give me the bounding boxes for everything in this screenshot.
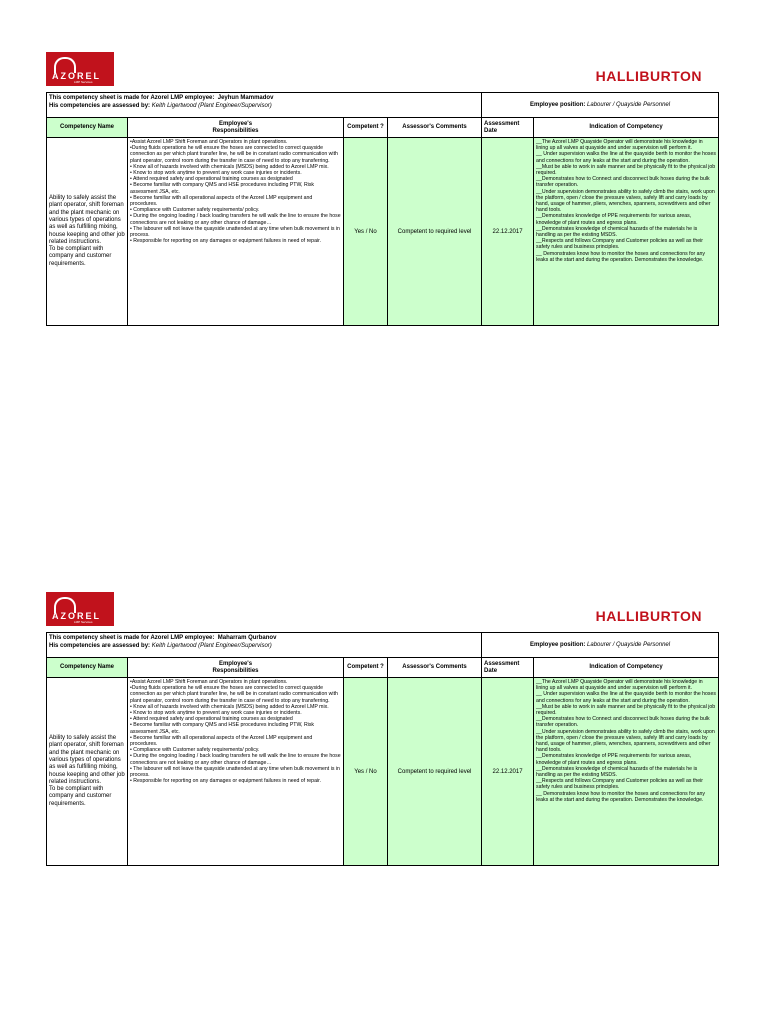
employee-name: Jeyhun Mammadov xyxy=(217,95,274,101)
assessment-date: 22.12.2017 xyxy=(482,678,534,866)
responsibility-item: • During the ongoing loading / back loading transfers he will walk the line to ensure the hose connections are not leaking or any other chance of damage… xyxy=(130,213,341,226)
position-label: Employee position: xyxy=(530,102,586,108)
competency-name: Ability to safely assist the plant operator, shift foreman and the plant mechanic on various types of operations as well as fulfilling mixing, house keeping and other job related instructions. To be compliant with company and customer requirements. xyxy=(47,678,128,866)
indication-item: __Demonstrates how to Connect and disconnect bulk hoses during the bulk transfer operation. xyxy=(536,176,710,189)
logo-text: AZOREL xyxy=(52,71,101,81)
intro-prefix: This competency sheet is made for Azorel LMP employee: xyxy=(49,95,215,101)
halliburton-logo: HALLIBURTON xyxy=(595,608,702,624)
header-date: Assessment Date xyxy=(482,118,534,138)
header-comments: Assessor's Comments xyxy=(388,658,482,678)
responsibility-item: • Compliance with Customer safety requirements/ policy. xyxy=(130,747,260,754)
indication-item: __Under supervision demonstrates ability to safely climb the stairs, work upon the platform, open / close the pressure valves, safely lift and carry loads by hand, usage of hammer, pliers, wrenches, spanners, screwdrivers and other hand tools. xyxy=(536,728,715,754)
employee-position xyxy=(482,93,719,118)
competency-sheet xyxy=(46,592,718,912)
indication-item: __Demonstrates knowledge of chemical hazards of the materials he is handling as per the existing MSDS. xyxy=(536,765,698,779)
responsibility-item: • Know to stop work anytime to prevent any work case injuries or incidents. xyxy=(130,170,302,177)
logo-tagline: LMP Services xyxy=(74,80,93,84)
employee-info xyxy=(47,93,482,118)
indication-item: __Demonstrates knowledge of PPE requirements for various areas, knowledge of plant routes and egress plans. xyxy=(536,753,692,766)
header-competent: Competent ? xyxy=(344,118,388,138)
responsibility-item: • Compliance with Customer safety requirements/ policy. xyxy=(130,207,260,214)
responsibilities-list xyxy=(128,678,344,866)
responsibility-item: • The labourer will not leave the quayside unattended at any time when bulk movement is in process. xyxy=(130,225,340,239)
indication-item: __The Azorel LMP Quayside Operator will demonstrate his knowledge in lining up all valves at quayside and under supervision will perform it. xyxy=(536,679,703,692)
assessment-date: 22.12.2017 xyxy=(482,138,534,326)
responsibility-item: • Responsible for reporting on any damages or equipment failures in need of repair. xyxy=(130,238,321,245)
assessed-prefix: His competencies are assessed by: xyxy=(49,103,151,109)
competency-table xyxy=(46,92,719,326)
intro-prefix: This competency sheet is made for Azorel LMP employee: xyxy=(49,635,215,641)
responsibility-item: •During fluids operations he will ensure the hoses are connected to correct quayside connection as per which plant transfer line, he will be in constant radio communication with plant operator, control room during the transfer in case of need to stop any transferring. xyxy=(130,145,338,164)
competency-sheet xyxy=(46,52,718,372)
responsibility-item: •Assist Azorel LMP Shift Foreman and Operators in plant operations. xyxy=(130,139,288,145)
responsibility-item: • Responsible for reporting on any damages or equipment failures in need of repair. xyxy=(130,778,321,785)
halliburton-logo: HALLIBURTON xyxy=(595,68,702,84)
competency-table xyxy=(46,632,719,866)
header-indication: Indication of Competency xyxy=(534,118,719,138)
responsibility-item: • The labourer will not leave the quayside unattended at any time when bulk movement is in process. xyxy=(130,765,340,779)
assessed-prefix: His competencies are assessed by: xyxy=(49,643,151,649)
assessor-comments: Competent to required level xyxy=(388,678,482,866)
indication-item: __ Under supervision walks the line at the quayside berth to monitor the hoses and connections for any leaks at the start and during the operation. xyxy=(536,691,716,704)
responsibility-item: • Attend required safety and operational training courses as designated xyxy=(130,176,293,183)
position-value: Labourer / Quayside Personnel xyxy=(587,642,671,648)
indication-list xyxy=(534,138,719,326)
indication-list xyxy=(534,678,719,866)
responsibility-item: • Know all of hazards involved with chemicals (MSDS) being added to Azorel LMP mix. xyxy=(130,703,329,710)
indication-item: __Respects and follows Company and Customer policies as well as their safety rules and business principles. xyxy=(536,778,703,791)
responsibility-item: • Become familiar with company QMS and HSE procedures including PTW, Risk assessment JSA, etc. xyxy=(130,722,315,735)
competency-name: Ability to safely assist the plant operator, shift foreman and the plant mechanic on various types of operations as well as fulfilling mixing, house keeping and other job related instructions. To be compliant with company and customer requirements. xyxy=(47,138,128,326)
competent-value: Yes / No xyxy=(344,678,388,866)
assessor-name: Keith Ligertwood (Plant Engineer/Supervisor) xyxy=(151,103,272,109)
indication-item: __Respects and follows Company and Customer policies as well as their safety rules and business principles. xyxy=(536,238,703,251)
indication-item: __Demonstrates knowledge of PPE requirements for various areas, knowledge of plant routes and egress plans. xyxy=(536,213,692,226)
indication-item: __Must be able to work in safe manner and be physically fit to the physical job required. xyxy=(536,703,716,717)
assessor-comments: Competent to required level xyxy=(388,138,482,326)
responsibility-item: • Attend required safety and operational training courses as designated xyxy=(130,716,293,723)
header-competency-name: Competency Name xyxy=(47,658,128,678)
employee-info xyxy=(47,633,482,658)
header-date: Assessment Date xyxy=(482,658,534,678)
indication-item: __The Azorel LMP Quayside Operator will demonstrate his knowledge in lining up all valves at quayside and under supervision will perform it. xyxy=(536,139,703,152)
responsibility-item: • Become familiar with all operational aspects of the Azorel LMP equipment and procedures. xyxy=(130,194,313,208)
responsibility-item: • Become familiar with company QMS and HSE procedures including PTW, Risk assessment JSA, etc. xyxy=(130,182,315,195)
position-label: Employee position: xyxy=(530,642,586,648)
header-comments: Assessor's Comments xyxy=(388,118,482,138)
responsibility-item: •During fluids operations he will ensure the hoses are connected to correct quayside connection as per which plant transfer line, he will be in constant radio communication with plant operator, control room during the transfer in case of need to stop any transferring. xyxy=(130,685,338,704)
indication-item: __ Under supervision walks the line at the quayside berth to monitor the hoses and connections for any leaks at the start and during the operation. xyxy=(536,151,716,164)
indication-item: __Must be able to work in safe manner and be physically fit to the physical job required. xyxy=(536,163,716,177)
competent-value: Yes / No xyxy=(344,138,388,326)
azorel-logo xyxy=(46,592,114,626)
indication-item: __Demonstrates knowledge of chemical hazards of the materials he is handling as per the existing MSDS. xyxy=(536,225,698,239)
assessor-name: Keith Ligertwood (Plant Engineer/Supervisor) xyxy=(151,643,272,649)
responsibility-item: • Know all of hazards involved with chemicals (MSDS) being added to Azorel LMP mix. xyxy=(130,163,329,170)
responsibilities-list xyxy=(128,138,344,326)
indication-item: __Under supervision demonstrates ability to safely climb the stairs, work upon the platform, open / close the pressure valves, safely lift and carry loads by hand, usage of hammer, pliers, wrenches, spanners, screwdrivers and other hand tools. xyxy=(536,188,715,214)
logo-tagline: LMP Services xyxy=(74,620,93,624)
indication-item: __ Demonstrates know how to monitor the hoses and connections for any leaks at the start and during the operation. Demonstrates the knowledge. xyxy=(536,790,706,803)
header-competent: Competent ? xyxy=(344,658,388,678)
responsibility-item: • Become familiar with all operational aspects of the Azorel LMP equipment and procedures. xyxy=(130,734,313,748)
azorel-logo xyxy=(46,52,114,86)
responsibility-item: •Assist Azorel LMP Shift Foreman and Operators in plant operations. xyxy=(130,679,288,685)
header-competency-name: Competency Name xyxy=(47,118,128,138)
employee-position xyxy=(482,633,719,658)
logo-text: AZOREL xyxy=(52,611,101,621)
indication-item: __ Demonstrates know how to monitor the hoses and connections for any leaks at the start and during the operation. Demonstrates the knowledge. xyxy=(536,250,706,263)
responsibility-item: • Know to stop work anytime to prevent any work case injuries or incidents. xyxy=(130,710,302,717)
position-value: Labourer / Quayside Personnel xyxy=(587,102,671,108)
responsibility-item: • During the ongoing loading / back loading transfers he will walk the line to ensure the hose connections are not leaking or any other chance of damage… xyxy=(130,753,341,766)
header-responsibilities: Employee's Responsibilities xyxy=(128,118,344,138)
header-responsibilities: Employee's Responsibilities xyxy=(128,658,344,678)
header-indication: Indication of Competency xyxy=(534,658,719,678)
employee-name: Maharram Qurbanov xyxy=(217,635,277,641)
indication-item: __Demonstrates how to Connect and disconnect bulk hoses during the bulk transfer operation. xyxy=(536,716,710,729)
